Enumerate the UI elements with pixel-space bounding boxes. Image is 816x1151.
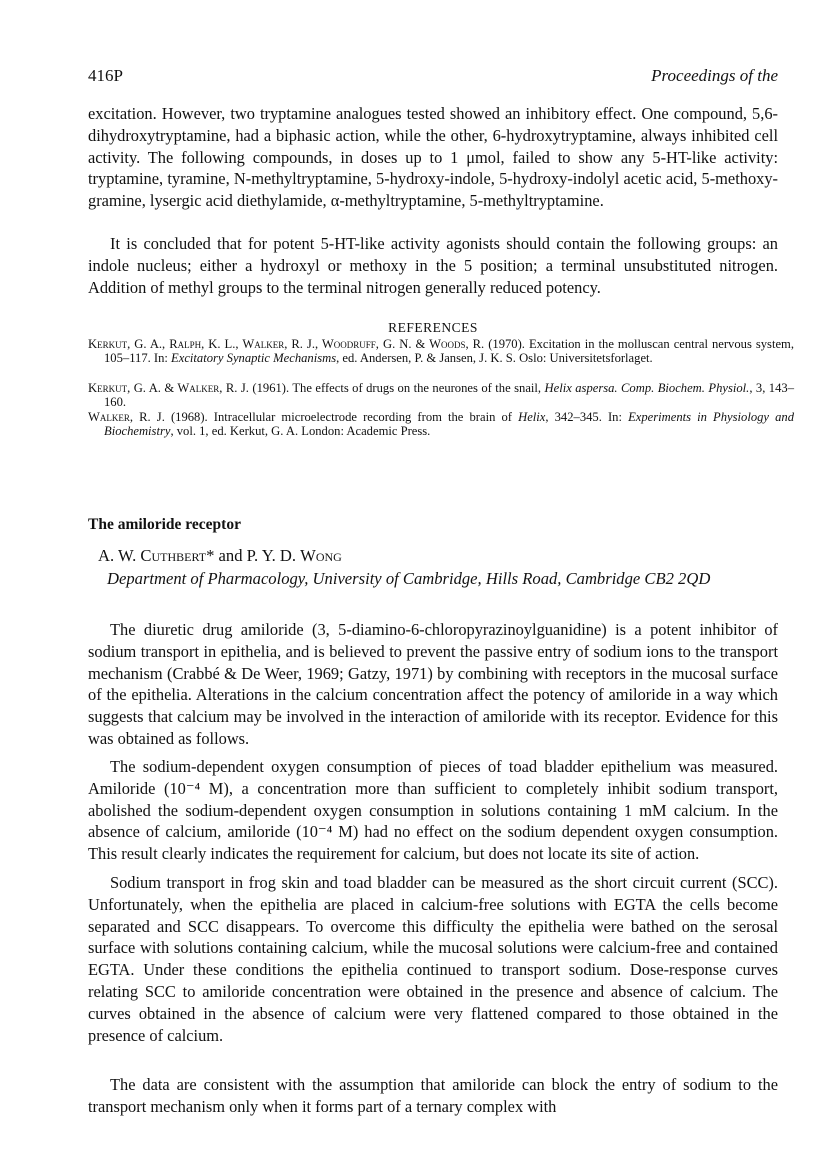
paragraph-conclusion: It is concluded that for potent 5-HT-like activity agonists should contain the following groups: an indole nucleus; either a hydroxyl or methoxy in the 5 position; a terminal unsubstituted nitrogen. Addition of methyl groups to the terminal nitrogen generally reduced potency. xyxy=(88,234,778,297)
reference-item: Walker, R. J. (1968). Intracellular microelectrode recording from the brain of Helix, 342–345. In: Experiments in Physiology and Biochemistry, vol. 1, ed. Kerkut, G. A. London: Academic Press. xyxy=(88,410,794,439)
paragraph: Sodium transport in frog skin and toad bladder can be measured as the short circuit current (SCC). Unfortunately, when the epithelia are placed in calcium-free solutions with EGTA the cells become separated and SCC disappears. To overcome this difficulty the epithelia were bathed on the serosal surface with solutions containing calcium, while the mucosal solutions were calcium-free and contained EGTA. Under these conditions the epithelia continued to transport sodium. Dose-response curves relating SCC to amiloride concentration were obtained in the presence and absence of calcium. The curves obtained in the absence of calcium were very flattened compared to those obtained in the presence of calcium. xyxy=(88,873,778,1045)
page-number: 416P xyxy=(88,66,123,85)
reference-authors: Walker, R. J. xyxy=(88,410,165,424)
reference-authors: Kerkut, G. A., Ralph, K. L., Walker, R. J., Woodruff, G. N. & Woods, R. xyxy=(88,337,485,351)
reference-authors: Kerkut, G. A. & Walker, R. J. xyxy=(88,381,249,395)
paragraph: The diuretic drug amiloride (3, 5-diamino-6-chloropyrazinoylguanidine) is a potent inhibitor of sodium transport in epithelia, and is believed to prevent the passive entry of sodium ions to the transport mechanism (Crabbé & De Weer, 1969; Gatzy, 1971) by combining with receptors in the mucosal surface of the epithelia. Alterations in the calcium concentration affect the potency of amiloride in a way which suggests that calcium may be involved in the interaction of amiloride with its receptor. Evidence for this was obtained as follows. xyxy=(88,620,778,748)
affiliation: Department of Pharmacology, University of Cambridge, Hills Road, Cambridge CB2 2QD xyxy=(107,569,711,588)
running-header xyxy=(88,66,778,88)
paragraph: The data are consistent with the assumption that amiloride can block the entry of sodium to the transport mechanism only when it forms part of a ternary complex with xyxy=(88,1075,778,1116)
journal-title: Proceedings of the xyxy=(651,66,778,85)
reference-item: Kerkut, G. A. & Walker, R. J. (1961). The effects of drugs on the neurones of the snail, Helix aspersa. Comp. Biochem. Physiol., 3, 143–160. xyxy=(88,381,794,410)
section-title: The amiloride receptor xyxy=(88,516,241,533)
reference-item: Kerkut, G. A., Ralph, K. L., Walker, R. J., Woodruff, G. N. & Woods, R. (1970). Excitation in the molluscan central nervous system, 105–117. In: Excitatory Synaptic Mechanisms, ed. Andersen, P. & Jansen, J. K. S. Oslo: Universitetsforlaget. xyxy=(88,337,794,366)
paragraph-intro: excitation. However, two tryptamine analogues tested showed an inhibitory effect. One compound, 5,6-dihydroxytryptamine, had a biphasic action, while the other, 6-hydroxytryptamine, always inhibited cell activity. The following compounds, in doses up to 1 μmol, failed to show any 5-HT-like activity: tryptamine, tyramine, N-methyltryptamine, 5-hydroxy-indole, 5-hydroxy-indolyl acetic acid, 5-methoxy-gramine, lysergic acid diethylamide, α-methyltryptamine, 5-methyltryptamine. xyxy=(88,104,778,211)
author-line: A. W. Cuthbert* and P. Y. D. Wong xyxy=(98,546,342,565)
references-heading: REFERENCES xyxy=(388,320,478,335)
paragraph: The sodium-dependent oxygen consumption of pieces of toad bladder epithelium was measured. Amiloride (10⁻⁴ M), a concentration more than sufficient to completely inhibit sodium transport, abolished the sodium-dependent oxygen consumption in solutions containing 1 mM calcium. In the absence of calcium, amiloride (10⁻⁴ M) had no effect on the sodium dependent oxygen consumption. This result clearly indicates the requirement for calcium, but does not locate its site of action. xyxy=(88,757,778,864)
